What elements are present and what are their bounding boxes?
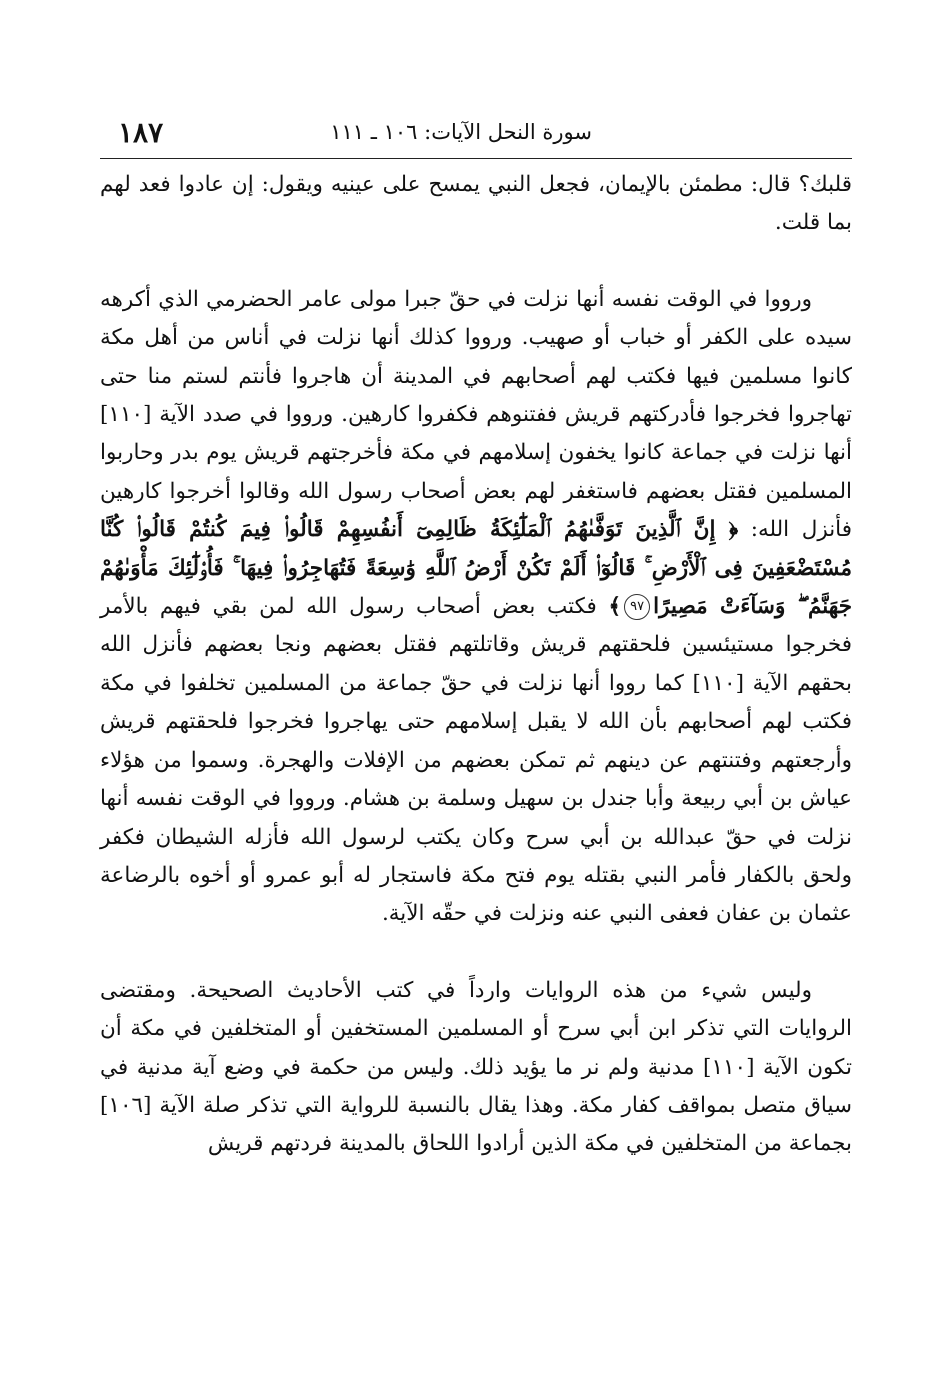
quran-verse: ﴿ إِنَّ ٱلَّذِينَ تَوَفَّىٰهُمُ ٱلْمَلَٰٓئِكَةُ ظَالِمِىٓ أَنفُسِهِمْ قَالُوا۟ فِيمَ كُنتُمْ قَالُوا۟ كُنَّا مُسْتَضْعَفِينَ فِى ٱلْأَرْضِ ۚ قَالُوٓا۟ أَلَمْ تَكُنْ أَرْضُ ٱللَّهِ وَٰسِعَةً فَتُهَاجِرُوا۟ فِيهَا ۚ فَأُو۟لَٰٓئِكَ مَأْوَىٰهُمْ جَهَنَّمُ ۖ وَسَآءَتْ مَصِيرًا <box>100 517 852 620</box>
quran-close-bracket: ﴾ <box>608 594 622 620</box>
page-number: ١٨٧ <box>118 116 164 149</box>
paragraph-3 <box>100 972 852 1164</box>
paragraph-1-text: قلبك؟ قال: مطمئن بالإيمان، فجعل النبي يمسح على عينيه ويقول: إن عادوا فعد لهم بما قلت. <box>100 172 852 236</box>
running-title: سورة النحل الآيات: ١٠٦ ـ ١١١ <box>330 120 592 144</box>
body-text <box>100 166 852 1164</box>
paragraph-3-text: وليس شيء من هذه الروايات وارداً في كتب الأحاديث الصحيحة. ومقتضى الروايات التي تذكر ابن أبي سرح أو المسلمين المستخفين أو المتخلفين في مكة أن تكون الآية [١١٠] مدنية ولم نر ما يؤيد ذلك. وليس من حكمة في وضع آية مدنية في سياق متصل بمواقف كفار مكة. وهذا يقال بالنسبة للرواية التي تذكر صلة الآية [١٠٦] بجماعة من المتخلفين في مكة الذين أرادوا اللحاق بالمدينة فردتهم قريش <box>100 977 852 1157</box>
paragraph-2-text-before: ورووا في الوقت نفسه أنها نزلت في حقّ جبرا مولى عامر الحضرمي الذي أكرهه سيده على الكفر أو خباب أو صهيب. ورووا كذلك أنها نزلت في أناس من أهل مكة كانوا مسلمين فيها فكتب لهم أصحابهم في المدينة أن هاجروا فأنتم لستم منا حتى تهاجروا فخرجوا فأدركتهم قريش ففتنوهم فكفروا كارهين. ورووا في صدد الآية [١١٠] أنها نزلت في جماعة كانوا يخفون إسلامهم في مكة فأخرجتهم قريش يوم بدر وحاربوا المسلمين فقتل بعضهم فاستغفر لهم بعض أصحاب رسول الله وقالوا أخرجوا كارهين فأنزل الله: <box>100 286 853 543</box>
paragraph-1 <box>100 166 852 243</box>
paragraph-2-text-after: فكتب بعض أصحاب رسول الله لمن بقي فيهم بالأمر فخرجوا مستيئسين فلحقتهم قريش وقاتلتهم فقتل بعضهم ونجا بعضهم فأنزل الله بحقهم الآية [١١٠] كما رووا أنها نزلت في حقّ جماعة من المسلمين تخلفوا في مكة فكتب لهم أصحابهم بأن الله لا يقبل إسلامهم حتى يهاجروا فخرجوا فلحقتهم قريش وأرجعتهم وفتنتهم عن دينهم ثم تمكن بعضهم من الإفلات والهجرة. وسموا من هؤلاء عياش بن أبي ربيعة وأبا جندل بن سهيل وسلمة بن هشام. ورووا في الوقت نفسه أنها نزلت في حقّ عبدالله بن أبي سرح وكان يكتب لرسول الله فأزله الشيطان فكفر ولحق بالكفار فأمر النبي بقتله يوم فتح مكة فاستجار له أبو عمرو أو أخوه بالرضاعة عثمان بن عفان فعفى النبي عنه ونزلت في حقّه الآية. <box>100 594 852 927</box>
ayah-number-marker: ٩٧ <box>624 594 650 620</box>
paragraph-2 <box>100 281 852 934</box>
page-header <box>100 112 852 159</box>
